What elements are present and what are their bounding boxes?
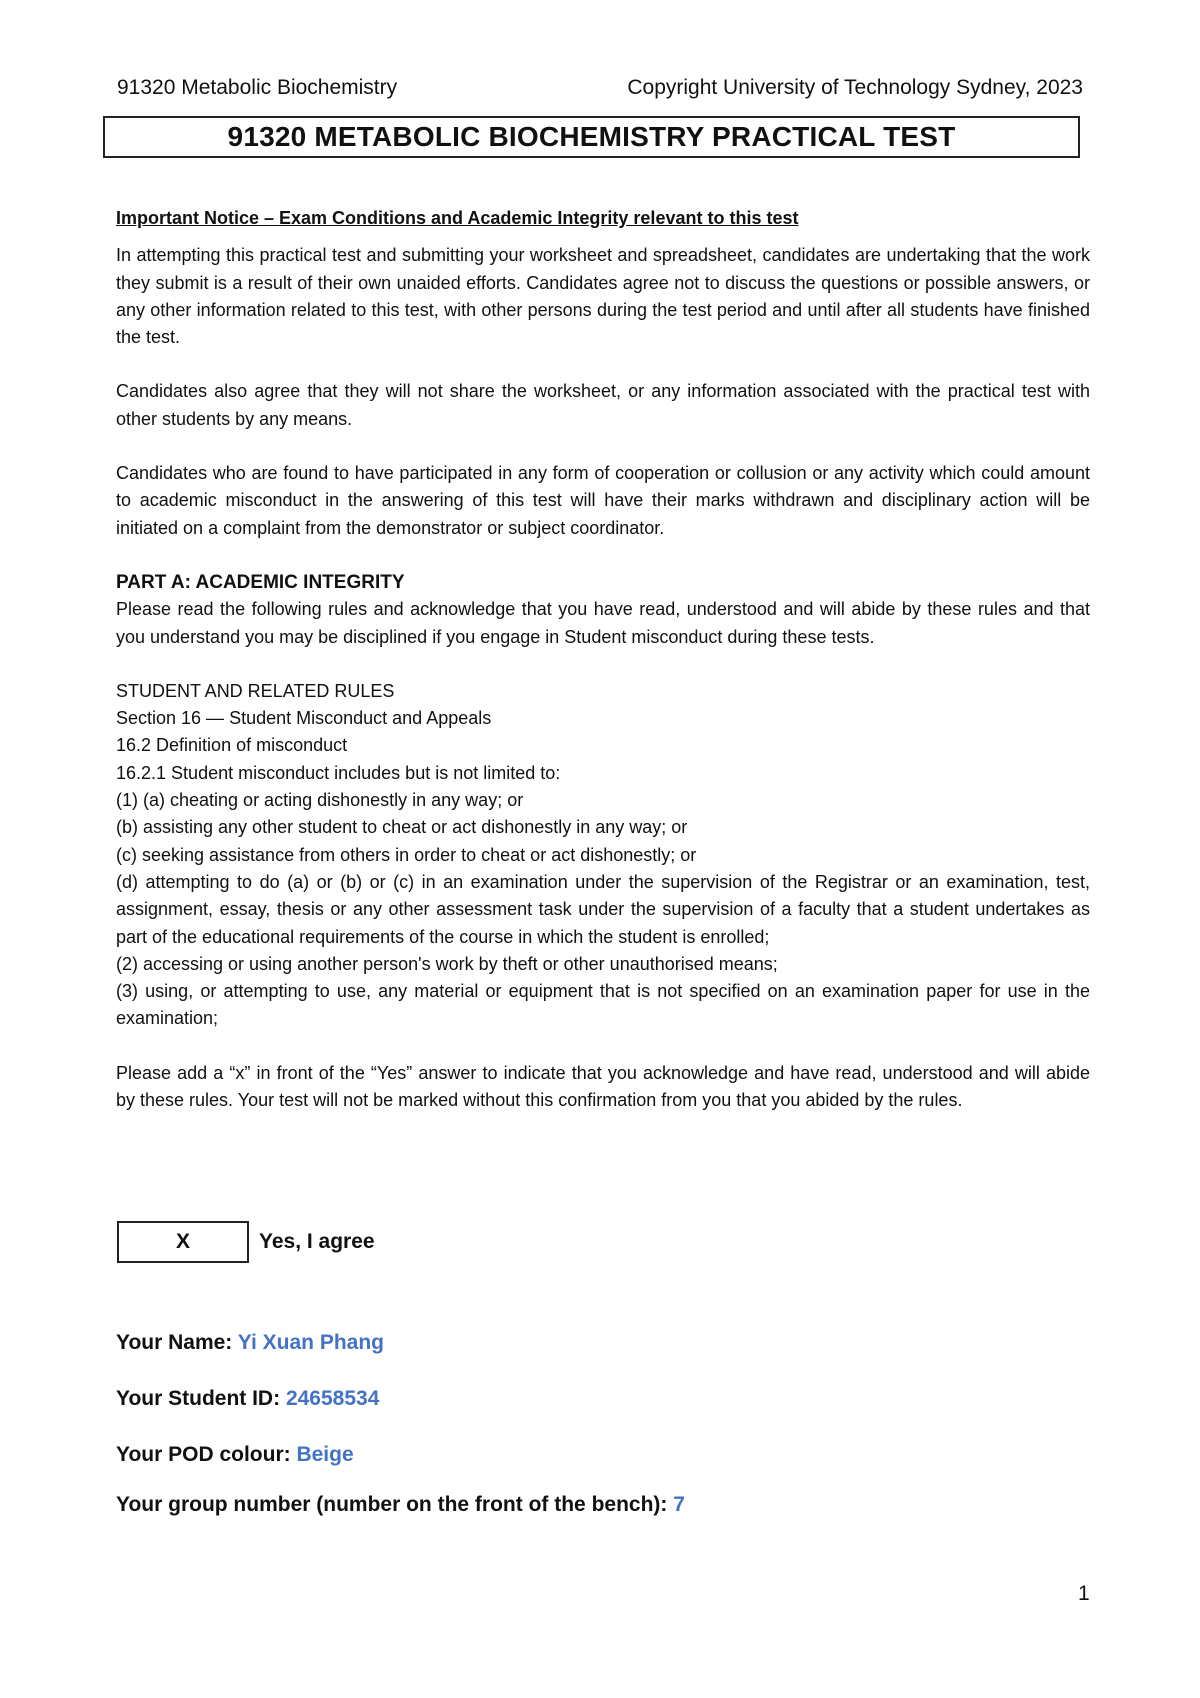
rules-title: STUDENT AND RELATED RULES xyxy=(116,680,395,701)
rule-1a: (1) (a) cheating or acting dishonestly in any way; or xyxy=(116,790,524,811)
group-number-field xyxy=(116,1492,685,1518)
pod-colour-field xyxy=(116,1442,354,1468)
agreement-instruction: Please add a “x” in front of the “Yes” answer to indicate that you acknowledge and have read, understood and will abide by these rules. Your test will not be marked without this confirmation from you that you abided by the rules. xyxy=(116,1062,1090,1111)
notice-paragraph-2: Candidates also agree that they will not share the worksheet, or any information associated with the practical test with other students by any means. xyxy=(116,381,1090,429)
student-name-value[interactable]: Yi Xuan Phang xyxy=(237,1331,385,1354)
page-number: 1 xyxy=(1078,1582,1090,1605)
notice-paragraph-1: In attempting this practical test and submitting your worksheet and spreadsheet, candidates are undertaking that the work they submit is a result of their own unaided efforts. Candidates agree not to discuss the questions or possible answers, or any other information related to this test, with other persons during the test period and until after all students have finished the test. xyxy=(116,245,1090,348)
rule-2: (2) accessing or using another person's work by theft or other unauthorised means; xyxy=(116,953,778,974)
part-a-heading: PART A: ACADEMIC INTEGRITY xyxy=(116,571,405,593)
page-title: 91320 METABOLIC BIOCHEMISTRY PRACTICAL TEST xyxy=(103,116,1080,158)
part-a-intro: Please read the following rules and acknowledge that you have read, understood and will abide by these rules and that you understand you may be disciplined if you engage in Student misconduct during these tests. xyxy=(116,599,1090,647)
student-id-field xyxy=(116,1386,379,1412)
rules-section: Section 16 — Student Misconduct and Appeals xyxy=(116,708,492,729)
rule-1d: (d) attempting to do (a) or (b) or (c) in an examination under the supervision of the Registrar or an examination, test, assignment, essay, thesis or any other assessment task under the supervision of a faculty that a student undertakes as part of the educational requirements of the course in which the student is enrolled; xyxy=(116,871,1090,947)
rules-definition: 16.2 Definition of misconduct xyxy=(116,735,348,756)
document-body xyxy=(116,205,1090,1114)
student-id-value[interactable]: 24658534 xyxy=(285,1387,380,1410)
pod-colour-value[interactable]: Beige xyxy=(296,1443,354,1466)
running-header xyxy=(117,75,1083,101)
agreement-row xyxy=(117,1221,375,1263)
rule-3: (3) using, or attempting to use, any material or equipment that is not specified on an examination paper for use in the examination; xyxy=(116,981,1090,1029)
notice-heading: Important Notice – Exam Conditions and Academic Integrity relevant to this test xyxy=(116,208,799,228)
student-name-label: Your Name: xyxy=(116,1331,238,1354)
agreement-label: Yes, I agree xyxy=(259,1230,375,1253)
header-subject: 91320 Metabolic Biochemistry xyxy=(117,76,398,99)
rule-1c: (c) seeking assistance from others in order to cheat or act dishonestly; or xyxy=(116,844,697,865)
group-number-label: Your group number (number on the front of the bench): xyxy=(116,1493,674,1516)
student-id-label: Your Student ID: xyxy=(116,1387,286,1410)
header-copyright: Copyright University of Technology Sydney, 2023 xyxy=(627,76,1083,99)
rule-1b: (b) assisting any other student to cheat or act dishonestly in any way; or xyxy=(116,817,688,838)
agreement-checkbox[interactable]: X xyxy=(117,1221,249,1263)
group-number-value[interactable]: 7 xyxy=(673,1493,685,1516)
pod-colour-label: Your POD colour: xyxy=(116,1443,297,1466)
rules-includes: 16.2.1 Student misconduct includes but is not limited to: xyxy=(116,762,561,783)
notice-paragraph-3: Candidates who are found to have participated in any form of cooperation or collusion or any activity which could amount to academic misconduct in the answering of this test will have their marks withdrawn and disciplinary action will be initiated on a complaint from the demonstrator or subject coordinator. xyxy=(116,463,1090,538)
student-name-field xyxy=(116,1330,384,1356)
